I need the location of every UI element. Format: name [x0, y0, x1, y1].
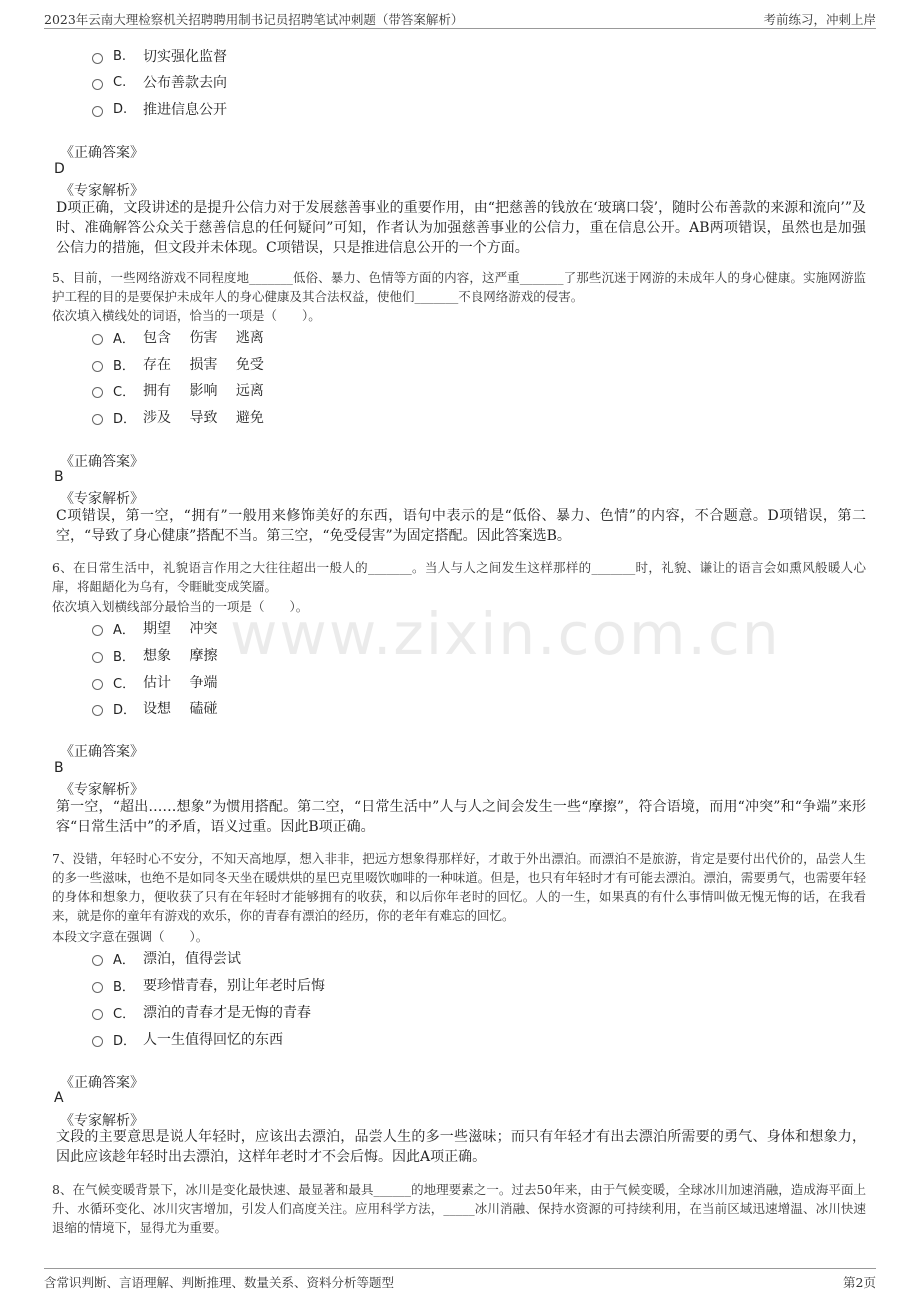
radio-icon[interactable] — [92, 1009, 103, 1020]
analysis-label: 《专家解析》 — [60, 491, 144, 507]
option-q7-c[interactable]: C． 漂泊的青春才是无悔的青春 — [92, 1002, 311, 1022]
analysis-text: D项正确，文段讲述的是提升公信力对于发展慈善事业的重要作用，由“把慈善的钱放在‘玻璃口袋’，随时公布善款的来源和流向’”及时、准确解答公众关于慈善信息的任何疑问”可知，作者认为加强慈善事业的公信力，重在信息公开。AB两项错误，虽然也是加强公信力的措施，但文段并未体现。C项错误，只是推进信息公开的一个方面。 — [56, 200, 866, 256]
option-q4-c[interactable]: C. 公布善款去向 — [92, 72, 227, 92]
question-5-prompt: 依次填入横线处的词语，恰当的一项是（ ）。 — [52, 308, 321, 323]
option-q4-b[interactable]: B. 切实强化监督 — [92, 46, 227, 66]
footer-topics: 含常识判断、言语理解、判断推理、数量关系、资料分析等题型 — [44, 1275, 395, 1290]
answer-value: A — [54, 1090, 64, 1106]
page-number: 第2页 — [843, 1275, 876, 1290]
radio-icon[interactable] — [92, 625, 103, 636]
option-q5-a[interactable]: A． 包含 伤害 逃离 — [92, 327, 264, 347]
option-q6-c[interactable]: C． 估计 争端 — [92, 672, 217, 692]
radio-icon[interactable] — [92, 652, 103, 663]
option-q6-d[interactable]: D． 设想 磕碰 — [92, 698, 217, 718]
question-6-stem: 6、在日常生活中，礼貌语言作用之大往往超出一般人的_______。当人与人之间发生这样那样的_______时，礼貌、谦让的语言会如熏风般暖人心扉，将龃龉化为乌有，令睚眦变成笑靥。 — [52, 560, 866, 594]
answer-label: 《正确答案》 — [60, 1075, 144, 1091]
radio-icon[interactable] — [92, 705, 103, 716]
option-q6-b[interactable]: B． 想象 摩擦 — [92, 645, 217, 665]
page-footer — [44, 1268, 876, 1289]
answer-label: 《正确答案》 — [60, 454, 144, 470]
option-q5-c[interactable]: C． 拥有 影响 远离 — [92, 380, 264, 400]
radio-icon[interactable] — [92, 982, 103, 993]
radio-icon[interactable] — [92, 79, 103, 90]
analysis-text: 文段的主要意思是说人年轻时，应该出去漂泊，品尝人生的多一些滋味；而只有年轻才有出去漂泊所需要的勇气、身体和想象力，因此应该趁年轻时出去漂泊，这样年老时才不会后悔。因此A项正确。 — [56, 1129, 866, 1165]
radio-icon[interactable] — [92, 955, 103, 966]
option-q7-b[interactable]: B． 要珍惜青春，别让年老时后悔 — [92, 975, 325, 995]
radio-icon[interactable] — [92, 53, 103, 64]
option-q6-a[interactable]: A． 期望 冲突 — [92, 618, 217, 638]
radio-icon[interactable] — [92, 414, 103, 425]
analysis-text: C项错误，第一空，“拥有”一般用来修饰美好的东西，语句中表示的是“低俗、暴力、色情”的内容，不合题意。D项错误，第二空，“导致了身心健康”搭配不当。第三空，“免受侵害”为固定搭配。因此答案选B。 — [56, 508, 866, 544]
option-q5-b[interactable]: B． 存在 损害 免受 — [92, 354, 264, 374]
radio-icon[interactable] — [92, 361, 103, 372]
answer-value: B — [54, 469, 64, 485]
question-7-prompt: 本段文字意在强调（ ）。 — [52, 929, 209, 944]
radio-icon[interactable] — [92, 679, 103, 690]
option-q7-a[interactable]: A． 漂泊，值得尝试 — [92, 948, 241, 968]
watermark: www.zixin.com.cn — [230, 600, 781, 668]
radio-icon[interactable] — [92, 106, 103, 117]
option-q4-d[interactable]: D. 推进信息公开 — [92, 99, 227, 119]
page-header — [44, 8, 876, 29]
radio-icon[interactable] — [92, 1036, 103, 1047]
answer-label: 《正确答案》 — [60, 744, 144, 760]
analysis-text: 第一空，“超出……想象”为惯用搭配。第二空，“日常生活中”人与人之间会发生一些“摩擦”，符合语境，而用“冲突”和“争端”来形容“日常生活中”的矛盾，语义过重。因此B项正确。 — [56, 799, 866, 835]
question-8-stem: 8、在气候变暖背景下，冰川是变化最快速、最显著和最具______的地理要素之一。过去50年来，由于气候变暖，全球冰川加速消融，造成海平面上升、水循环变化、冰川灾害增加，引发人们高度关注。应用科学方法，_____冰川消融、保持水资源的可持续利用，在当前区域迅速增温、冰川快速退缩的情境下，显得尤为重要。 — [52, 1182, 866, 1235]
question-5-stem: 5、目前，一些网络游戏不同程度地_______低俗、暴力、色情等方面的内容，这严重_______了那些沉迷于网游的未成年人的身心健康。实施网游监护工程的目的是要保护未成年人的身心健康及其合法权益，使他们_______不良网络游戏的侵害。 — [52, 270, 866, 304]
analysis-label: 《专家解析》 — [60, 782, 144, 798]
option-q7-d[interactable]: D． 人一生值得回忆的东西 — [92, 1029, 283, 1049]
document-title: 2023年云南大理检察机关招聘聘用制书记员招聘笔试冲刺题（带答案解析） — [44, 12, 464, 27]
question-7-stem: 7、没错，年轻时心不安分，不知天高地厚，想入非非，把远方想象得那样好，才敢于外出漂泊。而漂泊不是旅游，肯定是要付出代价的，品尝人生的多一些滋味，也绝不是如同冬天坐在暖烘烘的星巴克里啜饮咖啡的一种味道。但是，也只有年轻时才有可能去漂泊。漂泊，需要勇气，也需要年轻的身体和想象力，便收获了只有在年轻时才能够拥有的收获，和以后你年老时的回忆。人的一生，如果真的有什么事情叫做无愧无悔的话，在我看来，就是你的童年有游戏的欢乐，你的青春有漂泊的经历，你的老年有难忘的回忆。 — [52, 851, 866, 923]
analysis-label: 《专家解析》 — [60, 183, 144, 199]
answer-value: B — [54, 760, 64, 776]
option-q5-d[interactable]: D． 涉及 导致 避免 — [92, 407, 264, 427]
question-6-prompt: 依次填入划横线部分最恰当的一项是（ ）。 — [52, 599, 309, 614]
answer-label: 《正确答案》 — [60, 145, 144, 161]
header-slogan: 考前练习，冲刺上岸 — [763, 12, 876, 27]
answer-value: D — [54, 161, 65, 177]
radio-icon[interactable] — [92, 387, 103, 398]
radio-icon[interactable] — [92, 334, 103, 345]
analysis-label: 《专家解析》 — [60, 1113, 144, 1129]
